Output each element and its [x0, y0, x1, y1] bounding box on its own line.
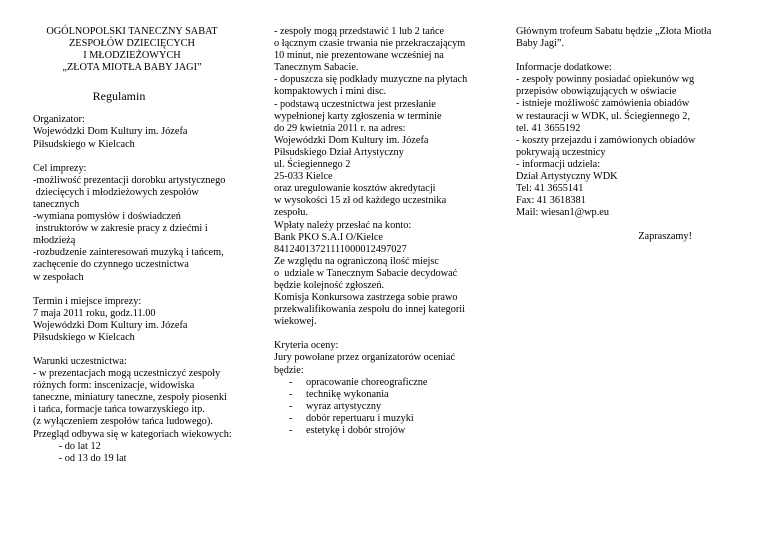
- rules-line: o łącznym czasie trwania nie przekraczającym: [274, 38, 466, 50]
- rules-line: zespołu.: [274, 207, 309, 219]
- trophy-section: [516, 26, 712, 50]
- rules-line: oraz uregulowanie kosztów akredytacji: [274, 183, 436, 195]
- bullet-dash: -: [289, 400, 293, 412]
- goals-section: [33, 163, 253, 284]
- info-line: przepisów obowiązujących w oświacie: [516, 86, 677, 98]
- goals-line: w zespołach: [33, 271, 84, 283]
- conditions-section: [33, 356, 253, 465]
- criteria-item: [274, 389, 499, 401]
- rules-line: będzie kolejność zgłoszeń.: [274, 279, 385, 291]
- rules-line: - dopuszcza się podkłady muzyczne na płytach: [274, 74, 468, 86]
- organizer-line: Organizator:: [33, 114, 85, 126]
- rules-line: 10 minut, nie prezentowane wcześniej na: [274, 50, 444, 62]
- column-middle: [274, 26, 499, 437]
- rules-line: Wojewódzki Dom Kultury im. Józefa: [274, 134, 429, 146]
- criteria-item-label: estetykę i dobór strojów: [306, 425, 406, 436]
- rules-line: ul. Ściegiennego 2: [274, 159, 351, 171]
- goals-line: -wymiana pomysłów i doświadczeń: [33, 211, 181, 223]
- conditions-line: Warunki uczestnictwa:: [33, 355, 127, 367]
- criteria-item-label: opracowanie choreograficzne: [306, 376, 428, 388]
- criteria-item-label: dobór repertuaru i muzyki: [306, 412, 414, 424]
- date-place-line: Wojewódzki Dom Kultury im. Józefa: [33, 319, 188, 331]
- rules-line: - podstawą uczestnictwa jest przesłanie: [274, 98, 436, 110]
- rules-line: do 29 kwietnia 2011 r. na adres:: [274, 122, 406, 134]
- conditions-line: (z wyłączeniem zespołów tańca ludowego).: [33, 416, 213, 428]
- rules-line: kompaktowych i mini disc.: [274, 86, 387, 98]
- criteria-intro-line: będzie:: [274, 364, 304, 376]
- date-place-line: 7 maja 2011 roku, godz.11.00: [33, 307, 156, 319]
- title-line: „ZŁOTA MIOTŁA BABY JAGI”: [62, 62, 202, 74]
- trophy-line: Baby Jagi”.: [516, 38, 565, 50]
- rules-line: wiekowej.: [274, 316, 317, 328]
- event-title: [33, 26, 231, 74]
- rules-line: 84124013721111000012497027: [274, 243, 407, 255]
- goals-line: zachęcenie do czynnego uczestnictwa: [33, 259, 189, 271]
- closing-text: Zapraszamy!: [638, 231, 692, 243]
- rules-line: w wysokości 15 zł od każdego uczestnika: [274, 195, 447, 207]
- regulamin-heading: Regulamin: [92, 89, 146, 104]
- title-line: OGÓLNOPOLSKI TANECZNY SABAT: [46, 26, 218, 37]
- goals-line: Cel imprezy:: [33, 162, 87, 174]
- column-left: [33, 26, 253, 465]
- date-place-line: Termin i miejsce imprezy:: [33, 295, 142, 307]
- column-right: [516, 26, 712, 244]
- conditions-line: taneczne, miniatury taneczne, zespoły piosenki: [33, 392, 227, 404]
- info-line: Tel: 41 3655141: [516, 183, 584, 195]
- info-line: - koszty przejazdu i zamówionych obiadów: [516, 134, 696, 146]
- criteria-item: [274, 377, 499, 389]
- rules-section: [274, 26, 499, 328]
- info-line: - zespoły powinny posiadać opiekunów wg: [516, 74, 695, 86]
- bullet-dash: -: [289, 412, 293, 424]
- bullet-dash: -: [289, 425, 293, 436]
- conditions-line: różnych form: inscenizacje, widowiska: [33, 380, 195, 392]
- bullet-dash: -: [289, 388, 293, 400]
- organizer-line: Wojewódzki Dom Kultury im. Józefa: [33, 126, 188, 138]
- conditions-line: Przegląd odbywa się w kategoriach wiekowych:: [33, 428, 232, 440]
- goals-line: -możliwość prezentacji dorobku artystycznego: [33, 174, 226, 186]
- rules-line: 25-033 Kielce: [274, 171, 333, 183]
- criteria-section: [274, 340, 499, 437]
- rules-line: Wpłaty należy przesłać na konto:: [274, 219, 412, 231]
- goals-line: dziecięcych i młodzieżowych zespołów: [33, 186, 199, 198]
- criteria-item-label: technikę wykonania: [306, 388, 389, 400]
- rules-line: przekwalifikowania zespołu do innej kategorii: [274, 304, 466, 316]
- goals-line: tanecznych: [33, 198, 80, 210]
- conditions-line: - w prezentacjach mogą uczestniczyć zespoły: [33, 368, 221, 380]
- info-line: Mail: wiesan1@wp.eu: [516, 207, 609, 219]
- title-line: ZESPOŁÓW DZIECIĘCYCH: [69, 38, 195, 50]
- goals-line: -rozbudzenie zainteresowań muzyką i tańcem,: [33, 247, 224, 259]
- rules-line: Piłsudskiego Dział Artystyczny: [274, 146, 404, 158]
- criteria-intro-line: Kryteria oceny:: [274, 340, 339, 352]
- info-line: pokrywają uczestnicy: [516, 146, 606, 158]
- info-line: Dział Artystyczny WDK: [516, 171, 618, 183]
- criteria-item: [274, 401, 499, 413]
- goals-line: młodzieżą: [33, 235, 76, 247]
- info-section: [516, 62, 696, 219]
- rules-line: Ze względu na ograniczoną ilość miejsc: [274, 255, 439, 267]
- rules-line: Bank PKO S.A.I O/Kielce: [274, 231, 383, 243]
- info-line: Informacje dodatkowe:: [516, 62, 612, 74]
- info-line: tel. 41 3655192: [516, 122, 581, 134]
- conditions-line: - do lat 12: [33, 440, 101, 452]
- goals-line: instruktorów w zakresie pracy z dziećmi i: [33, 223, 208, 235]
- date-place-line: Piłsudskiego w Kielcach: [33, 331, 135, 343]
- criteria-item-label: wyraz artystyczny: [306, 400, 382, 412]
- conditions-line: i tańca, formacje tańca towarzyskiego itp.: [33, 404, 205, 416]
- conditions-line: - od 13 do 19 lat: [33, 452, 127, 464]
- criteria-item: [274, 425, 499, 437]
- bullet-dash: -: [289, 376, 293, 388]
- organizer-section: [33, 114, 253, 150]
- rules-line: o udziale w Tanecznym Sabacie decydować: [274, 267, 458, 279]
- info-line: Fax: 41 3618381: [516, 195, 586, 207]
- info-line: - informacji udziela:: [516, 158, 601, 170]
- rules-line: - zespoły mogą przedstawić 1 lub 2 tańce: [274, 26, 445, 37]
- rules-line: wypełnionej karty zgłoszenia w terminie: [274, 110, 442, 122]
- criteria-item: [274, 413, 499, 425]
- rules-line: Tanecznym Sabacie.: [274, 62, 359, 74]
- rules-line: Komisja Konkursowa zastrzega sobie prawo: [274, 292, 458, 304]
- info-line: w restauracji w WDK, ul. Ściegiennego 2,: [516, 110, 690, 122]
- trophy-line: Głównym trofeum Sabatu będzie „Złota Miotła: [516, 26, 712, 37]
- organizer-line: Piłsudskiego w Kielcach: [33, 138, 135, 150]
- criteria-intro-line: Jury powołane przez organizatorów oceniać: [274, 352, 456, 364]
- date-place-section: [33, 296, 253, 344]
- info-line: - istnieje możliwość zamówienia obiadów: [516, 98, 690, 110]
- title-line: I MŁODZIEŻOWYCH: [83, 50, 181, 62]
